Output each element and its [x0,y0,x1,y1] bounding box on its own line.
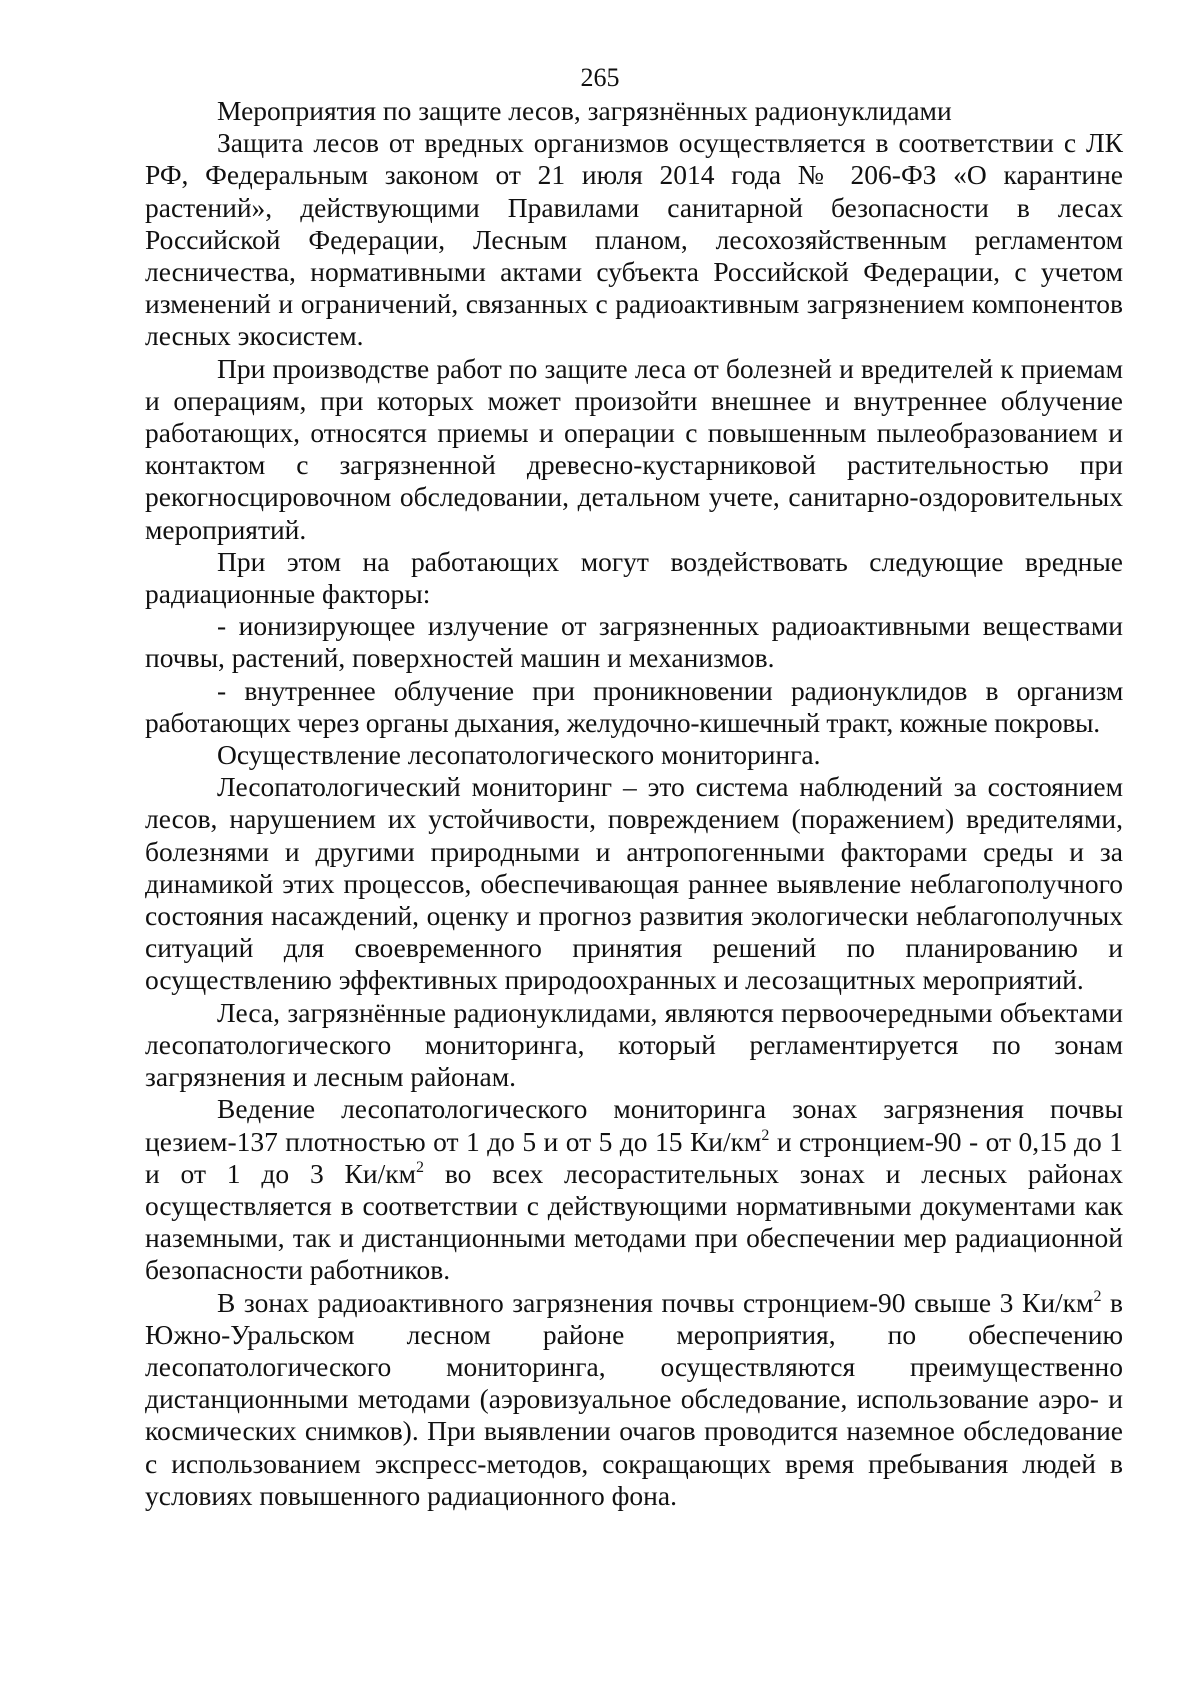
paragraph-south-ural-district [145,1287,1123,1512]
text-run: Ведение лесопатологического мониторинга зонах загрязнения почвы цезием-137 плотностью от 1 до 5 и от 5 до 15 Ки/км [145,1093,1123,1157]
text-run: в Южно-Уральском лесном районе мероприятия, по обеспечению лесопатологического мониторинга, осуществляются преимущественно дистанционными методами (аэровизуальное обследование, использование аэро- и космических снимков). При выявлении очагов проводится наземное обследование с использованием экспресс-методов, сокращающих время пребывания людей в условиях повышенного радиационного фона. [145,1286,1123,1511]
list-item-ionizing-radiation: - ионизирующее излучение от загрязненных радиоактивными веществами почвы, растений, поверхностей машин и механизмов. [145,610,1123,674]
superscript: 2 [1093,1287,1102,1305]
list-item-internal-exposure: - внутреннее облучение при проникновении радионуклидов в организм работающих через органы дыхания, желудочно-кишечный тракт, кожные покровы. [145,674,1123,738]
superscript: 2 [416,1158,425,1176]
paragraph-radiation-factors: При этом на работающих могут воздействовать следующие вредные радиационные факторы: [145,545,1123,610]
paragraph-work-operations: При производстве работ по защите леса от болезней и вредителей к приемам и операциям, при которых может произойти внешнее и внутреннее облучение работающих, относятся приемы и операции с повышенным пылеобразованием и контактом с загрязненной древесно-кустарниковой растительностью при рекогносцировочном обследовании, детальном учете, санитарно-оздоровительных мероприятий. [145,352,1123,545]
paragraph-priority-forests: Леса, загрязнённые радионуклидами, являются первоочередными объектами лесопатологического мониторинга, который регламентируется по зонам загрязнения и лесным районам. [145,996,1123,1093]
paragraph-legal-basis: Защита лесов от вредных организмов осуществляется в соответствии с ЛК РФ, Федеральным законом от 21 июля 2014 года № 206-ФЗ «О карантине растений», действующими Правилами санитарной безопасности в лесах Российской Федерации, Лесным планом, лесохозяйственным регламентом лесничества, нормативными актами субъекта Российской Федерации, с учетом изменений и ограничений, связанных с радиоактивным загрязнением компонентов лесных экосистем. [145,127,1123,352]
body-text [145,95,1123,1512]
paragraph-monitoring-definition: Лесопатологический мониторинг – это система наблюдений за состоянием лесов, нарушением их устойчивости, повреждением (поражением) вредителями, болезнями и другими природными и антропогенными факторами среды и за динамикой этих процессов, обеспечивающая раннее выявление неблагополучного состояния насаждений, оценку и прогноз развития экологически неблагополучных ситуаций для своевременного принятия решений по планированию и осуществлению эффективных природоохранных и лесозащитных мероприятий. [145,771,1123,996]
superscript: 2 [761,1126,770,1144]
text-run: и стронцием-90 - от 0,15 до 1 и от 1 до 3 Ки/км [145,1125,1123,1189]
text-run: во всех лесорастительных зонах и лесных районах осуществляется в соответствии с действующими нормативными документами как наземными, так и дистанционными методами при обеспечении мер радиационной безопасности работников. [145,1157,1124,1286]
paragraph-contamination-zones [145,1093,1123,1286]
text-run: В зонах радиоактивного загрязнения почвы стронцием-90 свыше 3 Ки/км [217,1286,1094,1318]
page-number: 265 [580,63,620,92]
section-title: Мероприятия по защите лесов, загрязнённых радионуклидами [217,95,952,126]
subheading-monitoring: Осуществление лесопатологического мониторинга. [217,739,821,771]
